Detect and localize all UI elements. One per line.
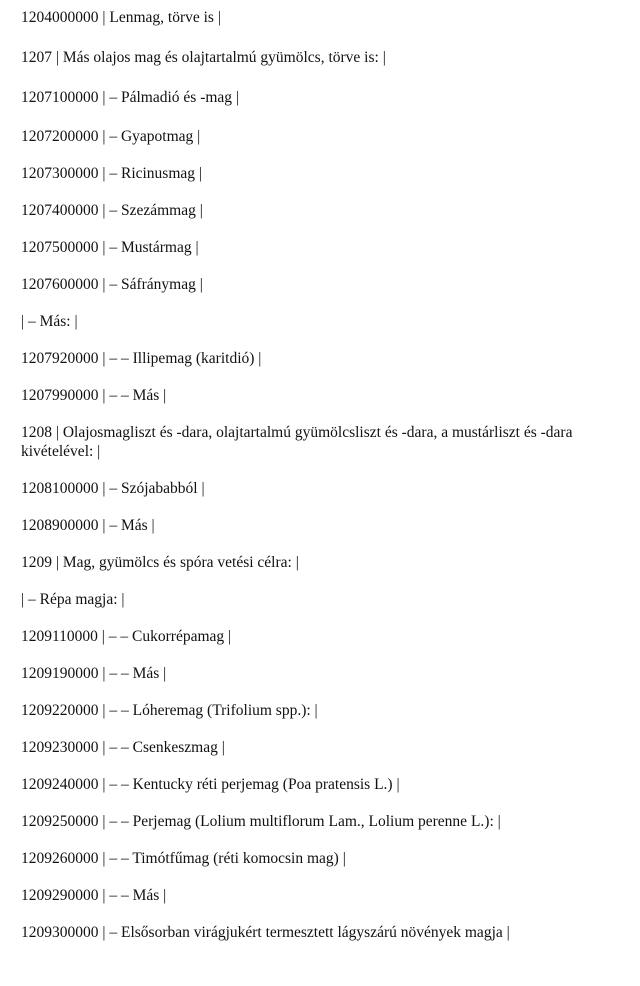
tariff-heading-1208: 1208 | Olajosmagliszt és -dara, olajtartalmú gyümölcsliszt és -dara, a mustárliszt és -dara kivételével: |	[21, 424, 573, 460]
tariff-line-1207500000: 1207500000 | – Mustármag |	[21, 239, 199, 256]
tariff-heading-1209: 1209 | Mag, gyümölcs és spóra vetési célra: |	[21, 554, 299, 571]
tariff-subheading-mas: | – Más: |	[21, 313, 78, 330]
tariff-line-1209240000: 1209240000 | – – Kentucky réti perjemag (Poa pratensis L.) |	[21, 776, 400, 793]
tariff-line-1207920000: 1207920000 | – – Illipemag (karitdió) |	[21, 350, 262, 367]
tariff-line-1207300000: 1207300000 | – Ricinusmag |	[21, 165, 203, 182]
tariff-line-1207200000: 1207200000 | – Gyapotmag |	[21, 128, 201, 145]
tariff-line-1209220000: 1209220000 | – – Lóheremag (Trifolium spp.): |	[21, 702, 318, 719]
tariff-line-1209250000: 1209250000 | – – Perjemag (Lolium multiflorum Lam., Lolium perenne L.): |	[21, 813, 501, 830]
tariff-line-1208100000: 1208100000 | – Szójababból |	[21, 480, 205, 497]
tariff-line-1207400000: 1207400000 | – Szezámmag |	[21, 202, 203, 219]
tariff-line-1207100000: 1207100000 | – Pálmadió és -mag |	[21, 89, 240, 106]
tariff-line-1208900000: 1208900000 | – Más |	[21, 517, 155, 534]
tariff-line-1207990000: 1207990000 | – – Más |	[21, 387, 167, 404]
tariff-line-1209110000: 1209110000 | – – Cukorrépamag |	[21, 628, 232, 645]
tariff-line-1209260000: 1209260000 | – – Timótfűmag (réti komocsin mag) |	[21, 850, 346, 867]
tariff-subheading-repa: | – Répa magja: |	[21, 591, 125, 608]
tariff-heading-1207: 1207 | Más olajos mag és olajtartalmú gyümölcs, törve is: |	[21, 49, 386, 66]
tariff-line-1204000000: 1204000000 | Lenmag, törve is |	[21, 9, 221, 26]
tariff-line-1209230000: 1209230000 | – – Csenkeszmag |	[21, 739, 225, 756]
tariff-line-1209300000: 1209300000 | – Elsősorban virágjukért termesztett lágyszárú növények magja |	[21, 924, 510, 941]
tariff-line-1209290000: 1209290000 | – – Más |	[21, 887, 167, 904]
tariff-line-1209190000: 1209190000 | – – Más |	[21, 665, 167, 682]
tariff-line-1207600000: 1207600000 | – Sáfránymag |	[21, 276, 203, 293]
